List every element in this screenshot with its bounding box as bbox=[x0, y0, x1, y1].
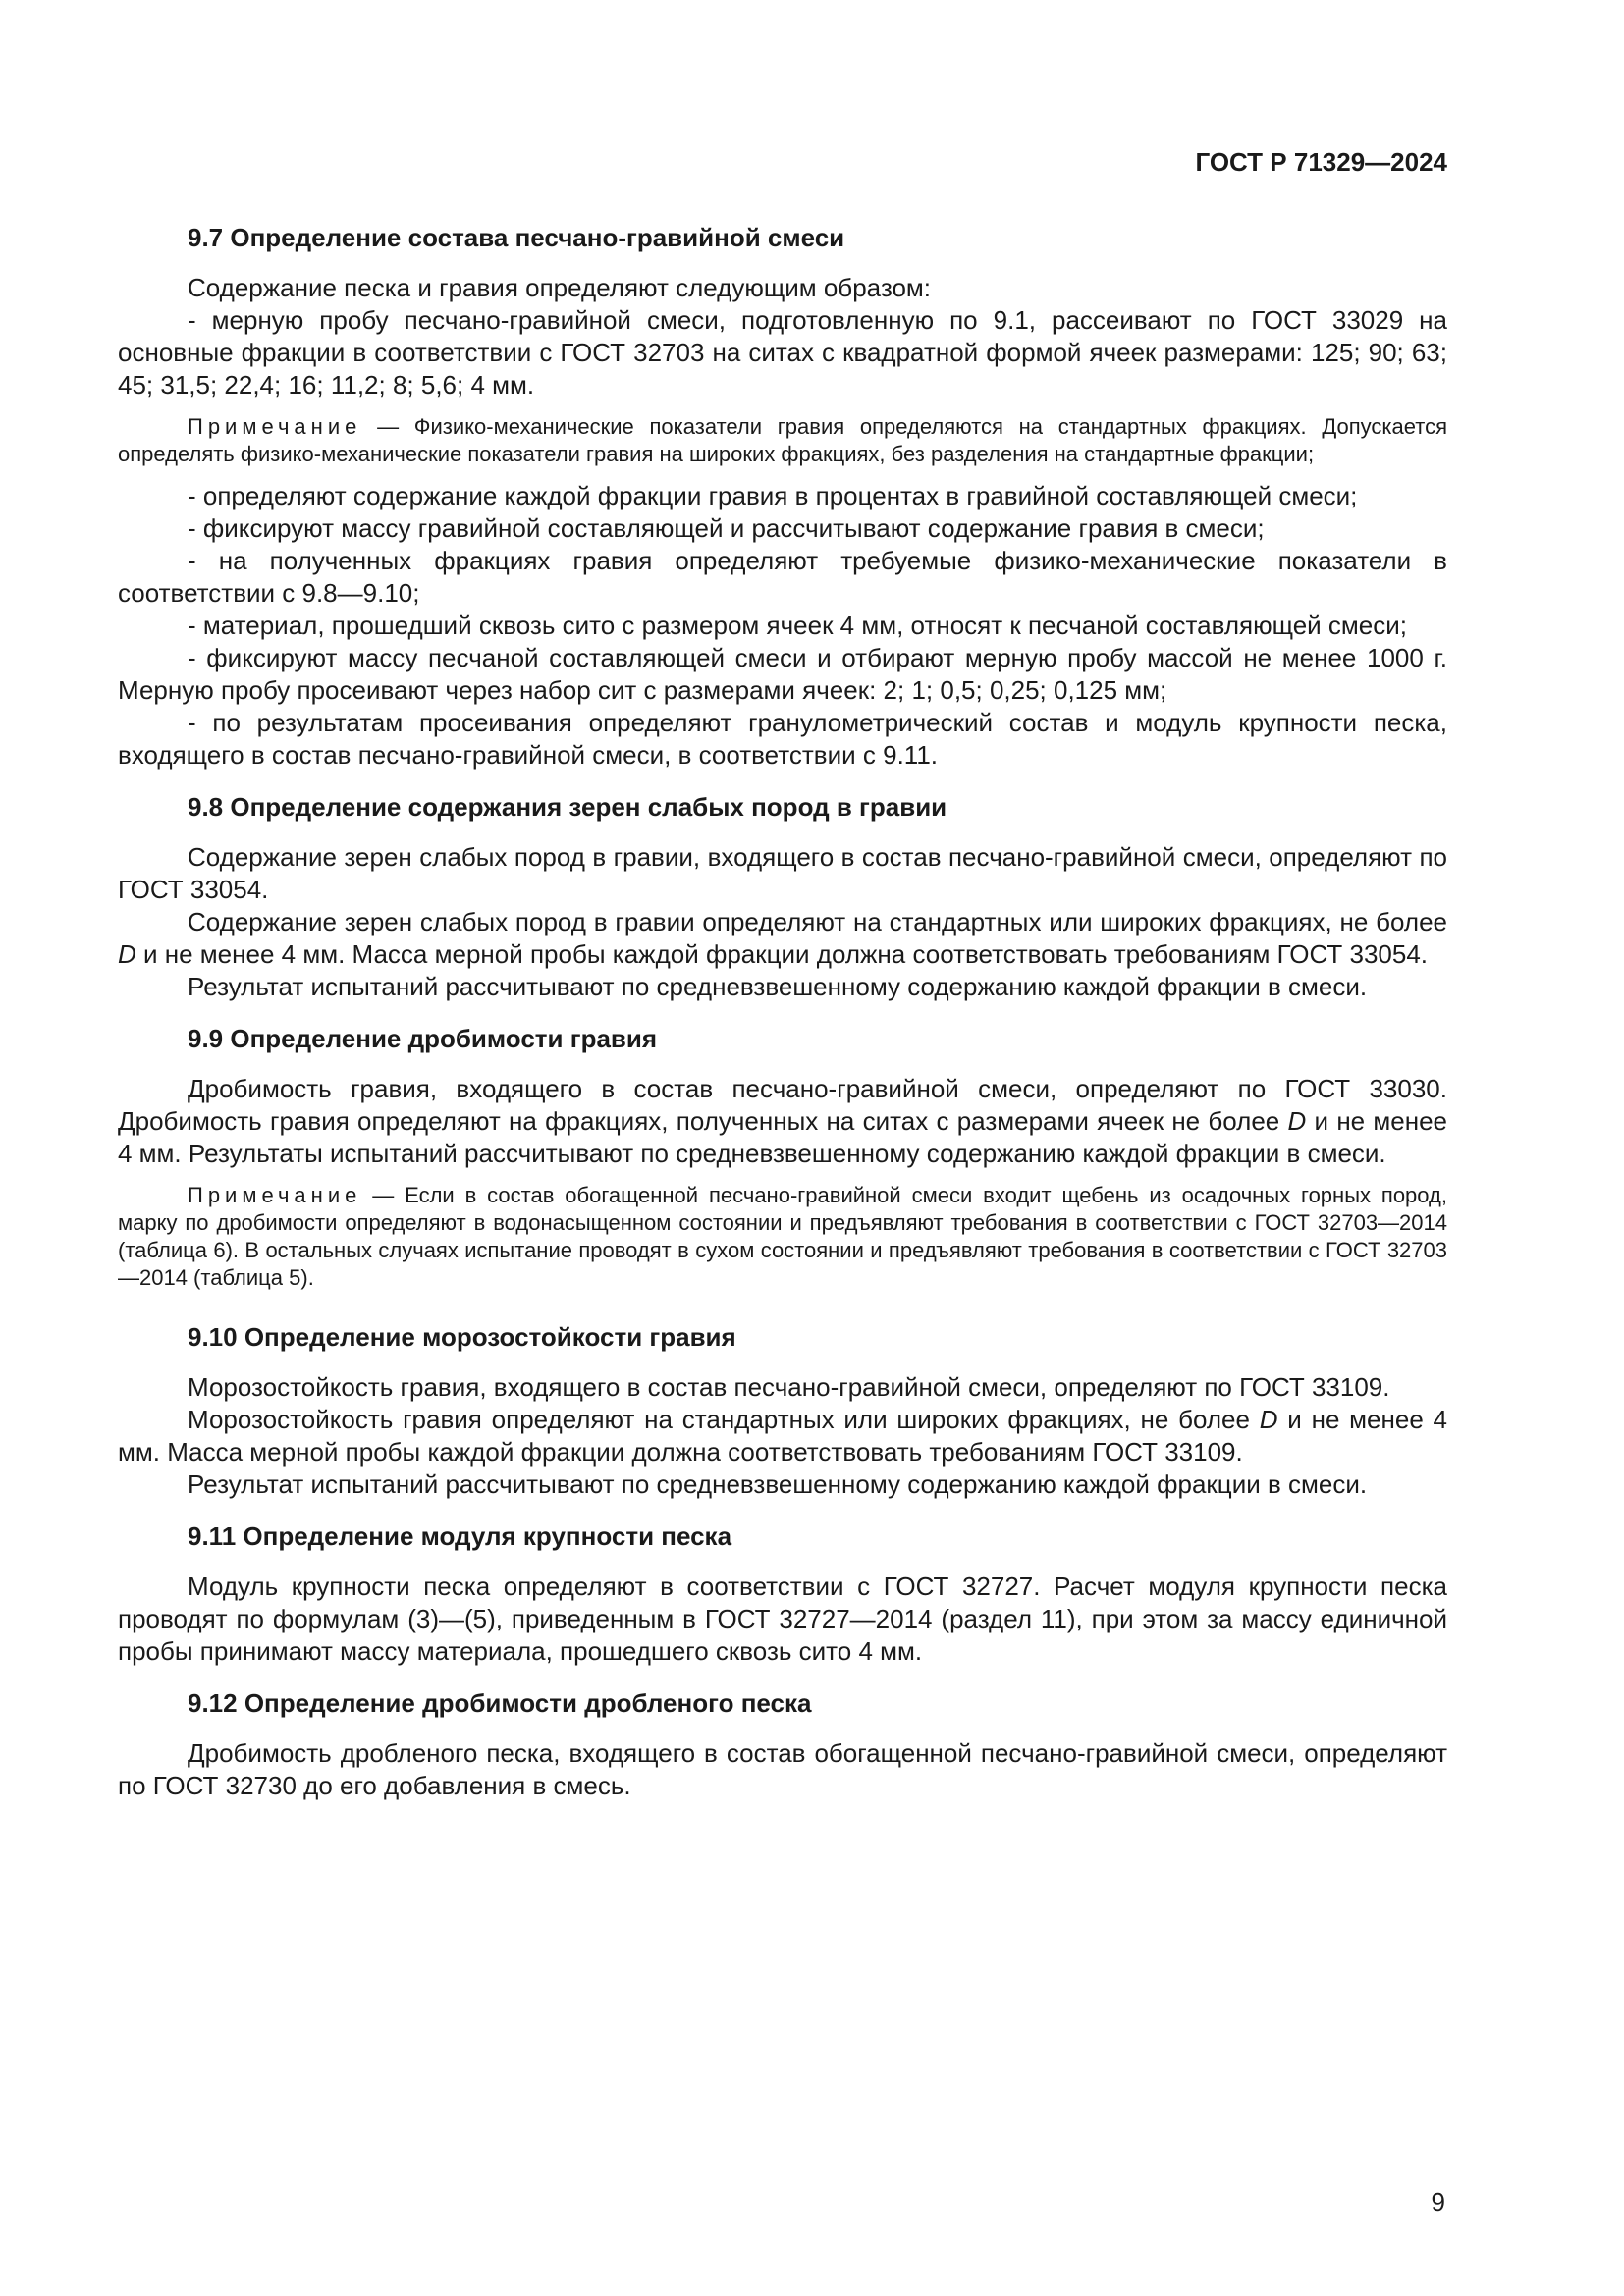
note-label: Примечание bbox=[188, 1183, 362, 1207]
section-heading-9-10: 9.10 Определение морозостойкости гравия bbox=[188, 1322, 736, 1352]
list-item: - фиксируют массу песчаной составляющей смеси и отбирают мерную пробу массой не менее 1000 г. Мерную пробу просеивают через набор сит с размерами ячеек: 2; 1; 0,5; 0,25; 0,125 мм; bbox=[118, 643, 1447, 705]
list-item: - фиксируют массу гравийной составляющей и рассчитывают содержание гравия в смеси; bbox=[188, 513, 1265, 543]
list-item: - по результатам просеивания определяют гранулометрический состав и модуль крупности песка, входящего в состав песчано-гравийной смеси, в соответствии с 9.11. bbox=[118, 708, 1447, 770]
note bbox=[118, 413, 1447, 468]
list-item: - определяют содержание каждой фракции гравия в процентах в гравийной составляющей смеси; bbox=[188, 481, 1358, 510]
paragraph: Результат испытаний рассчитывают по средневзвешенному содержанию каждой фракции в смеси. bbox=[188, 972, 1368, 1001]
paragraph: Содержание зерен слабых пород в гравии, входящего в состав песчано-гравийной смеси, определяют по ГОСТ 33054. bbox=[118, 842, 1447, 904]
document-code: ГОСТ Р 71329—2024 bbox=[1195, 147, 1447, 177]
note bbox=[118, 1182, 1447, 1292]
note-text: — Физико-механические показатели гравия определяются на стандартных фракциях. Допускается определять физико-механические показатели гравия на широких фракциях, без разделения на стандартные фракции; bbox=[118, 414, 1447, 466]
page-number: 9 bbox=[1431, 2187, 1445, 2216]
paragraph: Морозостойкость гравия определяют на стандартных или широких фракциях, не более D и не менее 4 мм. Масса мерной пробы каждой фракции должна соответствовать требованиям ГОСТ 33109. bbox=[118, 1405, 1448, 1467]
note-text: — Если в состав обогащенной песчано-гравийной смеси входит щебень из осадочных горных пород, марку по дробимости определяют в водонасыщенном состоянии и предъявляют требования в соответствии с ГОСТ 32703—2014 (таблица 6). В остальных случаях испытание проводят в сухом состоянии и предъявляют требования в соответствии с ГОСТ 32703—2014 (таблица 5). bbox=[118, 1183, 1447, 1290]
list-item: - на полученных фракциях гравия определяют требуемые физико-механические показатели в соответствии с 9.8—9.10; bbox=[118, 546, 1447, 608]
section-heading-9-12: 9.12 Определение дробимости дробленого песка bbox=[188, 1688, 812, 1718]
section-heading-9-7: 9.7 Определение состава песчано-гравийной смеси bbox=[188, 223, 845, 252]
section-heading-9-11: 9.11 Определение модуля крупности песка bbox=[188, 1522, 732, 1551]
paragraph: Дробимость дробленого песка, входящего в состав обогащенной песчано-гравийной смеси, определяют по ГОСТ 32730 до его добавления в смесь. bbox=[118, 1738, 1447, 1800]
paragraph: Содержание зерен слабых пород в гравии определяют на стандартных или широких фракциях, не более D и не менее 4 мм. Масса мерной пробы каждой фракции должна соответствовать требованиям ГОСТ 33054. bbox=[118, 907, 1447, 969]
list-item: - материал, прошедший сквозь сито с размером ячеек 4 мм, относят к песчаной составляющей смеси; bbox=[188, 611, 1407, 640]
paragraph: Модуль крупности песка определяют в соответствии с ГОСТ 32727. Расчет модуля крупности песка проводят по формулам (3)—(5), приведенным в ГОСТ 32727—2014 (раздел 11), при этом за массу единичной пробы принимают массу материала, прошедшего сквозь сито 4 мм. bbox=[118, 1572, 1447, 1666]
paragraph: Морозостойкость гравия, входящего в состав песчано-гравийной смеси, определяют по ГОСТ 33109. bbox=[188, 1372, 1390, 1402]
list-item: - мерную пробу песчано-гравийной смеси, подготовленную по 9.1, рассеивают по ГОСТ 33029 на основные фракции в соответствии с ГОСТ 32703 на ситах с квадратной формой ячеек размерами: 125; 90; 63; 45; 31,5; 22,4; 16; 11,2; 8; 5,6; 4 мм. bbox=[118, 305, 1447, 400]
document-body bbox=[118, 222, 1447, 1802]
paragraph: Результат испытаний рассчитывают по средневзвешенному содержанию каждой фракции в смеси. bbox=[188, 1469, 1368, 1499]
section-heading-9-8: 9.8 Определение содержания зерен слабых пород в гравии bbox=[188, 792, 947, 822]
paragraph: Содержание песка и гравия определяют следующим образом: bbox=[188, 273, 932, 302]
paragraph: Дробимость гравия, входящего в состав песчано-гравийной смеси, определяют по ГОСТ 33030. Дробимость гравия определяют на фракциях, полученных на ситах с размерами ячеек не более D и не менее 4 мм. Результаты испытаний рассчитывают по средневзвешенному содержанию каждой фракции в смеси. bbox=[118, 1074, 1447, 1168]
note-label: Примечание bbox=[188, 414, 362, 439]
section-heading-9-9: 9.9 Определение дробимости гравия bbox=[188, 1024, 658, 1053]
